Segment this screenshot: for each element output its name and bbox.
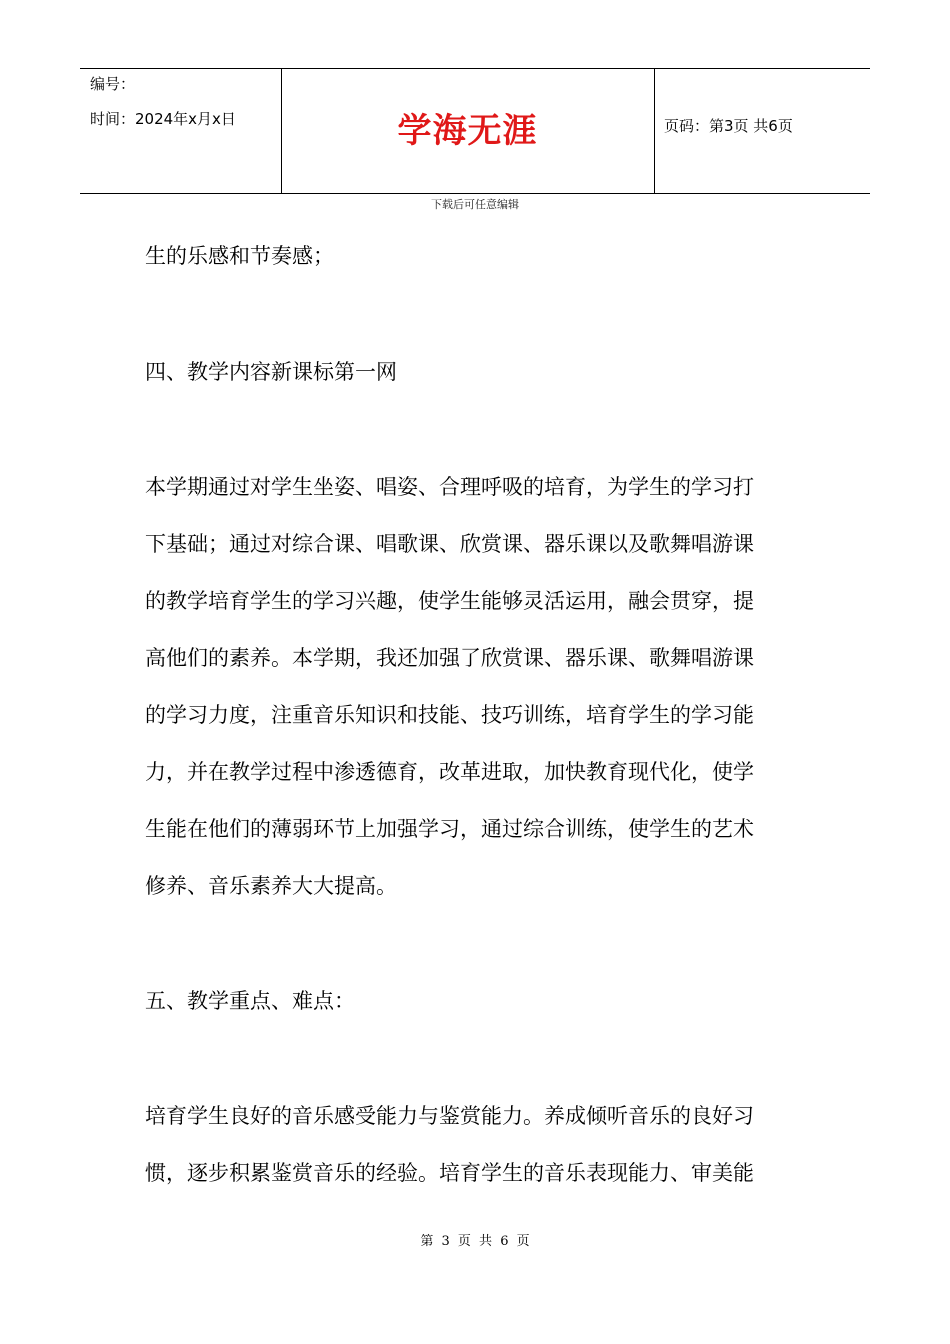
document-header <box>80 68 870 194</box>
header-page-info: 页码：第3页 共6页 <box>664 117 793 135</box>
edit-note: 下载后可任意编辑 <box>431 198 519 211</box>
section-heading: 四、教学内容新课标第一网 <box>145 360 397 384</box>
body-line: 的教学培育学生的学习兴趣，使学生能够灵活运用，融会贯穿，提 <box>145 589 754 613</box>
page-footer: 第 3 页 共 6 页 <box>420 1234 530 1249</box>
body-line: 惯，逐步积累鉴赏音乐的经验。培育学生的音乐表现能力、审美能 <box>145 1161 754 1185</box>
body-line: 的学习力度，注重音乐知识和技能、技巧训练，培育学生的学习能 <box>145 703 754 727</box>
body-line: 下基础；通过对综合课、唱歌课、欣赏课、器乐课以及歌舞唱游课 <box>145 532 754 556</box>
body-line: 生的乐感和节奏感； <box>145 244 334 268</box>
body-line: 力，并在教学过程中渗透德育，改革进取，加快教育现代化，使学 <box>145 760 754 784</box>
body-line: 生能在他们的薄弱环节上加强学习，通过综合训练，使学生的艺术 <box>145 817 754 841</box>
body-line: 修养、音乐素养大大提高。 <box>145 874 397 898</box>
document-time-label: 时间：2024年x月x日 <box>90 110 236 128</box>
document-number-label: 编号： <box>90 75 136 93</box>
body-line: 本学期通过对学生坐姿、唱姿、合理呼吸的培育，为学生的学习打 <box>145 475 754 499</box>
header-divider <box>654 69 655 193</box>
section-heading: 五、教学重点、难点： <box>145 989 355 1013</box>
document-title: 学海无涯 <box>397 111 538 151</box>
body-line: 培育学生良好的音乐感受能力与鉴赏能力。养成倾听音乐的良好习 <box>145 1104 754 1128</box>
body-line: 高他们的素养。本学期，我还加强了欣赏课、器乐课、歌舞唱游课 <box>145 646 754 670</box>
